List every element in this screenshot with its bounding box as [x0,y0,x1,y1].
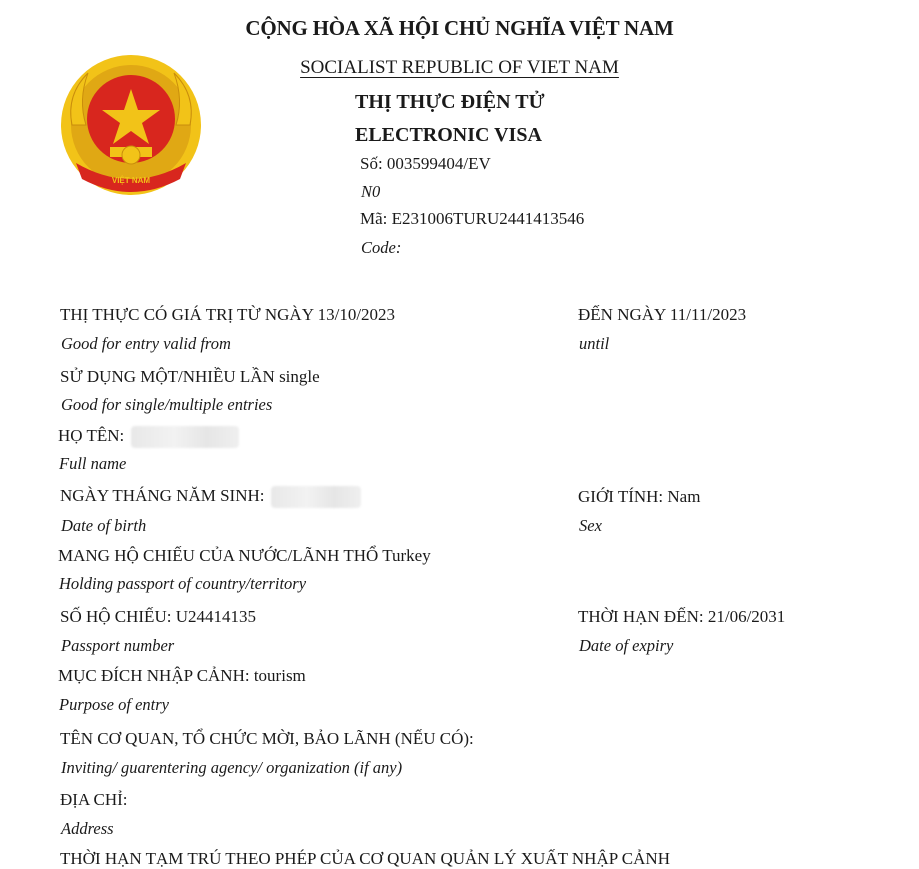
dob-label-vi: NGÀY THÁNG NĂM SINH: [60,486,265,505]
dob-redacted [271,486,361,508]
address-vi: ĐỊA CHỈ: [60,790,128,809]
visa-title-vi: THỊ THỰC ĐIỆN TỬ [355,91,545,113]
fullname-en: Full name [59,454,127,473]
sex-vi: GIỚI TÍNH: Nam [578,487,701,506]
until-en: until [579,334,610,353]
expiry-vi: THỜI HẠN ĐẾN: 21/06/2031 [578,607,786,626]
passport-number-vi: SỐ HỘ CHIẾU: U24414135 [60,607,256,626]
visa-number-label-en: N0 [361,182,381,201]
dob-row [60,486,361,508]
dob-en: Date of birth [61,516,147,535]
visa-number: Số: 003599404/EV [360,154,491,173]
sex-en: Sex [579,516,602,535]
visa-code: Mã: E231006TURU2441413546 [360,209,585,228]
passport-number-en: Passport number [61,636,175,655]
expiry-en: Date of expiry [579,636,674,655]
agency-vi: TÊN CƠ QUAN, TỔ CHỨC MỜI, BẢO LÃNH (NẾU CÓ): [60,729,474,748]
valid-from-vi: THỊ THỰC CÓ GIÁ TRỊ TỪ NGÀY 13/10/2023 [60,305,396,324]
emblem-ribbon-text: VIỆT NAM [111,176,151,185]
visa-title-en: ELECTRONIC VISA [355,124,542,146]
purpose-en: Purpose of entry [59,695,169,714]
passport-country-vi: MANG HỘ CHIẾU CỦA NƯỚC/LÃNH THỔ Turkey [58,546,431,565]
address-en: Address [61,819,114,838]
fullname-label-vi: HỌ TÊN: [58,426,125,445]
agency-en: Inviting/ guarentering agency/ organization (if any) [61,758,403,777]
entries-vi: SỬ DỤNG MỘT/NHIỀU LẦN single [60,367,320,386]
country-title-en: SOCIALIST REPUBLIC OF VIET NAM [300,57,619,78]
until-vi: ĐẾN NGÀY 11/11/2023 [578,305,747,324]
country-title-vi: CỘNG HÒA XÃ HỘI CHỦ NGHĨA VIỆT NAM [245,16,674,40]
visa-code-label-en: Code: [361,238,402,257]
entries-en: Good for single/multiple entries [61,395,273,414]
fullname-row [58,426,239,448]
national-emblem-icon [58,55,204,201]
fullname-redacted [131,426,239,448]
passport-country-en: Holding passport of country/territory [59,574,307,593]
purpose-vi: MỤC ĐÍCH NHẬP CẢNH: tourism [58,666,306,685]
temp-stay-vi: THỜI HẠN TẠM TRÚ THEO PHÉP CỦA CƠ QUAN QUẢN LÝ XUẤT NHẬP CẢNH [60,849,670,868]
valid-from-en: Good for entry valid from [61,334,231,353]
